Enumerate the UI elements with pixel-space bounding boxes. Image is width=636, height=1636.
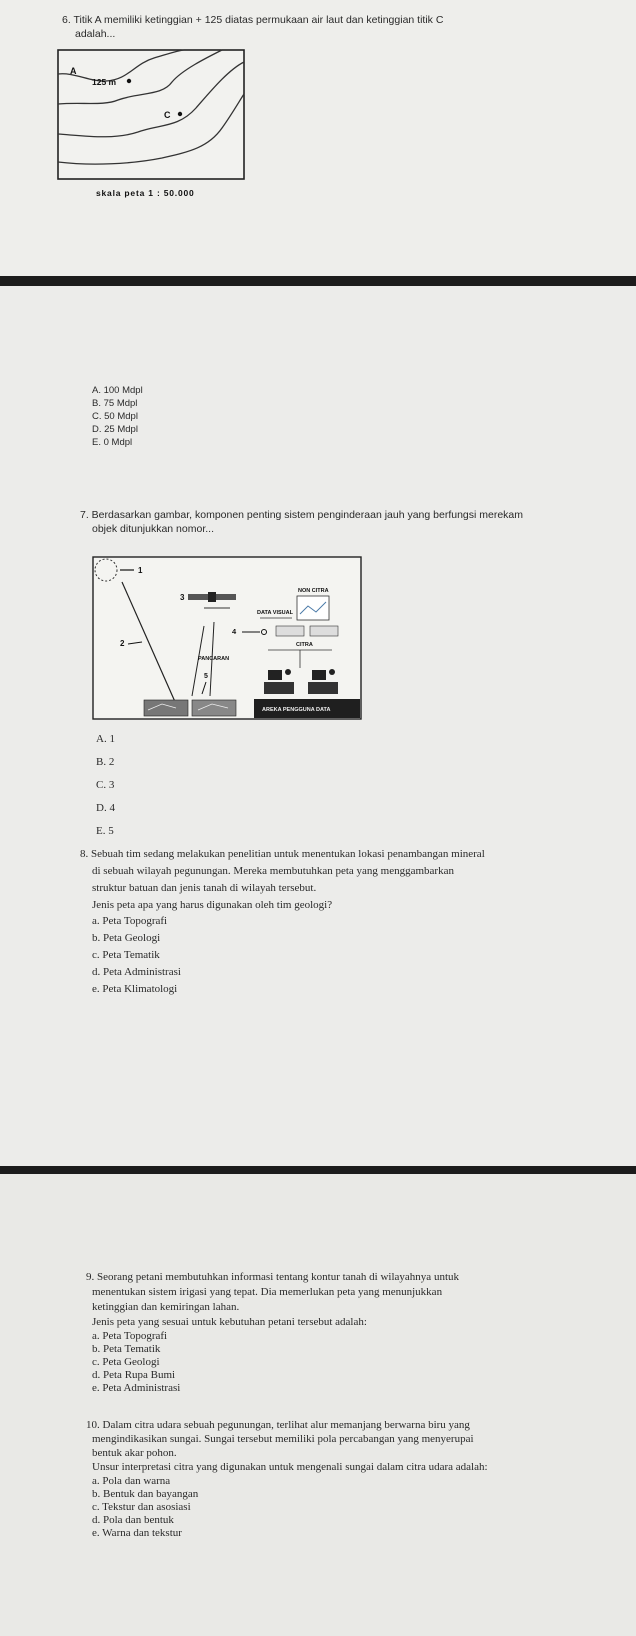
q8-option-d[interactable]: d. Peta Administrasi — [92, 966, 181, 978]
graph-icon — [297, 596, 329, 620]
q7-option-b[interactable]: B. 2 — [96, 756, 115, 768]
point-c-marker — [178, 112, 182, 116]
q7-option-e[interactable]: E. 5 — [96, 825, 114, 837]
q6-question-cont: adalah... — [75, 28, 116, 40]
q8-line-2: di sebuah wilayah pegunungan. Mereka membutuhkan peta yang menggambarkan — [92, 865, 454, 877]
q9-line-2: menentukan sistem irigasi yang tepat. Dia memerlukan peta yang menunjukkan — [92, 1286, 443, 1298]
q8-line-3: struktur batuan dan jenis tanah di wilayah tersebut. — [92, 882, 317, 894]
q6-option-c[interactable]: C. 50 Mdpl — [92, 411, 138, 422]
q10-line-2: mengindikasikan sungai. Sungai tersebut memiliki pola percabangan yang menyerupai — [92, 1433, 474, 1445]
q10-line-1: 10. Dalam citra udara sebuah pegunungan, terlihat alur memanjang berwarna biru yang — [86, 1419, 470, 1431]
q10-line-3: bentuk akar pohon. — [92, 1447, 177, 1459]
label-user-area: AREKA PENGGUNA DATA — [262, 707, 331, 713]
page-question-6 — [0, 0, 636, 284]
page-questions-7-8 — [0, 286, 636, 1170]
q9-option-e[interactable]: e. Peta Administrasi — [92, 1382, 181, 1394]
contour-label: 125 m — [92, 77, 117, 87]
q9-line-1: 9. Seorang petani membutuhkan informasi tentang kontur tanah di wilayahnya untuk — [86, 1271, 459, 1283]
q8-option-b[interactable]: b. Peta Geologi — [92, 932, 161, 944]
point-c-label: C — [164, 110, 171, 120]
image-thumb-2 — [310, 626, 338, 636]
label-citra: CITRA — [296, 642, 313, 648]
q6-option-b[interactable]: B. 75 Mdpl — [92, 398, 138, 409]
label-4: 4 — [232, 627, 237, 636]
q8-option-c[interactable]: c. Peta Tematik — [92, 949, 160, 961]
q8-option-e[interactable]: e. Peta Klimatologi — [92, 983, 178, 995]
q6-option-a[interactable]: A. 100 Mdpl — [92, 385, 143, 396]
page-questions-9-10 — [0, 1174, 636, 1636]
q8-line-1: 8. Sebuah tim sedang melakukan penelitian untuk menentukan lokasi penambangan mineral — [80, 848, 485, 860]
q7-question-cont: objek ditunjukkan nomor... — [92, 523, 214, 535]
q9-option-a[interactable]: a. Peta Topografi — [92, 1330, 168, 1342]
point-a-marker — [127, 79, 131, 83]
q6-option-d[interactable]: D. 25 Mdpl — [92, 424, 138, 435]
label-1: 1 — [138, 566, 143, 575]
q7-option-a[interactable]: A. 1 — [96, 733, 115, 745]
q6-option-e[interactable]: E. 0 Mdpl — [92, 437, 133, 448]
q7-question: 7. Berdasarkan gambar, komponen penting sistem penginderaan jauh yang berfungsi merekam — [80, 509, 524, 521]
q8-option-a[interactable]: a. Peta Topografi — [92, 915, 168, 927]
label-non-citra: NON CITRA — [298, 588, 329, 594]
remote-sensing-diagram — [92, 556, 362, 720]
q10-line-4: Unsur interpretasi citra yang digunakan untuk mengenali sungai dalam citra udara adalah: — [92, 1461, 488, 1473]
contour-map — [56, 48, 246, 208]
map-scale: skala peta 1 : 50.000 — [96, 188, 195, 198]
q9-line-3: ketinggian dan kemiringan lahan. — [92, 1301, 240, 1313]
label-3: 3 — [180, 593, 185, 602]
q10-option-a[interactable]: a. Pola dan warna — [92, 1475, 171, 1487]
q10-option-c[interactable]: c. Tekstur dan asosiasi — [92, 1501, 191, 1513]
point-a-label: A — [70, 66, 77, 76]
q9-option-b[interactable]: b. Peta Tematik — [92, 1343, 161, 1355]
page-divider — [0, 276, 636, 286]
q9-line-4: Jenis peta yang sesuai untuk kebutuhan petani tersebut adalah: — [92, 1316, 367, 1328]
q10-option-b[interactable]: b. Bentuk dan bayangan — [92, 1488, 199, 1500]
label-2: 2 — [120, 639, 125, 648]
q6-question: 6. Titik A memiliki ketinggian + 125 diatas permukaan air laut dan ketinggian titik C — [62, 14, 444, 26]
q7-option-c[interactable]: C. 3 — [96, 779, 115, 791]
q10-option-d[interactable]: d. Pola dan bentuk — [92, 1514, 174, 1526]
label-data-visual: DATA VISUAL — [257, 610, 293, 616]
page-divider-2 — [0, 1166, 636, 1174]
q9-option-c[interactable]: c. Peta Geologi — [92, 1356, 160, 1368]
q8-line-4: Jenis peta apa yang harus digunakan oleh tim geologi? — [92, 899, 333, 911]
q9-option-d[interactable]: d. Peta Rupa Bumi — [92, 1369, 176, 1381]
label-pancaran: PANCARAN — [198, 656, 230, 662]
q7-option-d[interactable]: D. 4 — [96, 802, 115, 814]
q10-option-e[interactable]: e. Warna dan tekstur — [92, 1527, 182, 1539]
image-thumb-1 — [276, 626, 304, 636]
label-5: 5 — [204, 673, 208, 680]
